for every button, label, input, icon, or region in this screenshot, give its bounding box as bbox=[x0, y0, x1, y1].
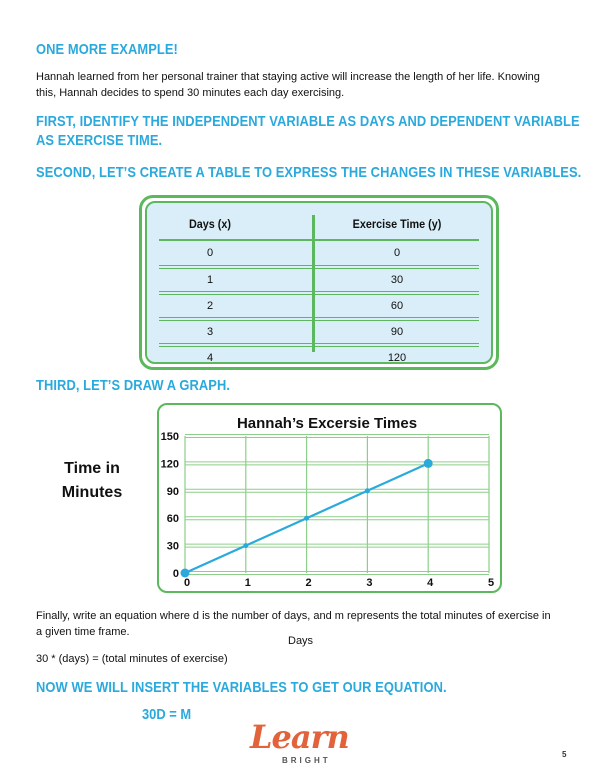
intro-line-2: this, Hannah decides to spend 30 minutes each day exercising. bbox=[36, 86, 345, 99]
final-equation: 30D = M bbox=[142, 706, 192, 723]
data-point bbox=[365, 488, 370, 493]
y-axis-label bbox=[50, 457, 134, 505]
chart-title: Hannah’s Excersie Times bbox=[236, 415, 418, 432]
table-cell-time-4: 120 bbox=[387, 352, 407, 364]
table-cell-time-1: 30 bbox=[390, 274, 404, 286]
x-tick-label: 2 bbox=[305, 577, 312, 589]
x-tick-label: 5 bbox=[487, 577, 495, 589]
heading-create-table: SECOND, LET’S CREATE A TABLE TO EXPRESS THE CHANGES IN THESE VARIABLES. bbox=[36, 164, 582, 181]
y-tick-label: 120 bbox=[160, 458, 179, 471]
x-axis-label: Days bbox=[288, 635, 314, 647]
table-cell-time-0: 0 bbox=[393, 247, 401, 259]
heading-identify-line-2: AS EXERCISE TIME. bbox=[36, 132, 163, 149]
page-number: 5 bbox=[562, 750, 567, 759]
table-cell-days-3: 3 bbox=[206, 326, 214, 338]
y-axis-label-line-2: Minutes bbox=[61, 484, 123, 501]
equation-words: 30 * (days) = (total minutes of exercise) bbox=[36, 653, 228, 665]
table-cell-days-1: 1 bbox=[206, 274, 214, 286]
table-cell-days-4: 4 bbox=[206, 352, 214, 364]
x-tick-label: 3 bbox=[366, 577, 373, 589]
table-cell-days-2: 2 bbox=[206, 300, 214, 312]
y-tick-label: 60 bbox=[166, 513, 179, 526]
logo-word: Learn bbox=[250, 718, 349, 756]
final-line-2: a given time frame. bbox=[36, 625, 130, 638]
table-cell-days-0: 0 bbox=[206, 247, 214, 259]
y-tick-label: 150 bbox=[160, 431, 179, 443]
x-tick-label: 4 bbox=[427, 577, 434, 589]
table-header-days: Days (x) bbox=[188, 217, 232, 231]
final-line-1: Finally, write an equation where d is the number of days, and m represents the total minutes of exercise in bbox=[36, 610, 551, 622]
heading-insert-variables: NOW WE WILL INSERT THE VARIABLES TO GET OUR EQUATION. bbox=[36, 679, 447, 696]
data-point bbox=[181, 569, 190, 578]
y-axis-label-line-1: Time in bbox=[64, 460, 120, 477]
data-point bbox=[424, 459, 433, 468]
x-tick-label: 0 bbox=[183, 577, 191, 589]
heading-draw-graph: THIRD, LET’S DRAW A GRAPH. bbox=[36, 377, 231, 394]
y-tick-label: 0 bbox=[172, 568, 179, 580]
y-tick-label: 30 bbox=[166, 540, 179, 553]
logo-subtitle: BRIGHT bbox=[282, 756, 331, 765]
heading-identify-line-1: FIRST, IDENTIFY THE INDEPENDENT VARIABLE AS DAYS AND DEPENDENT VARIABLE bbox=[36, 113, 580, 130]
heading-one-more-example: ONE MORE EXAMPLE! bbox=[36, 41, 178, 58]
data-point bbox=[304, 516, 309, 521]
intro-line-1: Hannah learned from her personal trainer that staying active will increase the length of her life. Knowing bbox=[36, 71, 540, 83]
data-point bbox=[243, 543, 248, 548]
table-header-exercise-time: Exercise Time (y) bbox=[352, 217, 442, 231]
table-cell-time-2: 60 bbox=[390, 300, 404, 312]
y-axis-ticks bbox=[161, 431, 179, 580]
table-cell-time-3: 90 bbox=[390, 326, 404, 338]
x-axis-ticks bbox=[184, 577, 494, 589]
x-tick-label: 1 bbox=[244, 577, 251, 589]
learn-bright-logo bbox=[244, 718, 354, 770]
y-tick-label: 90 bbox=[166, 485, 179, 498]
